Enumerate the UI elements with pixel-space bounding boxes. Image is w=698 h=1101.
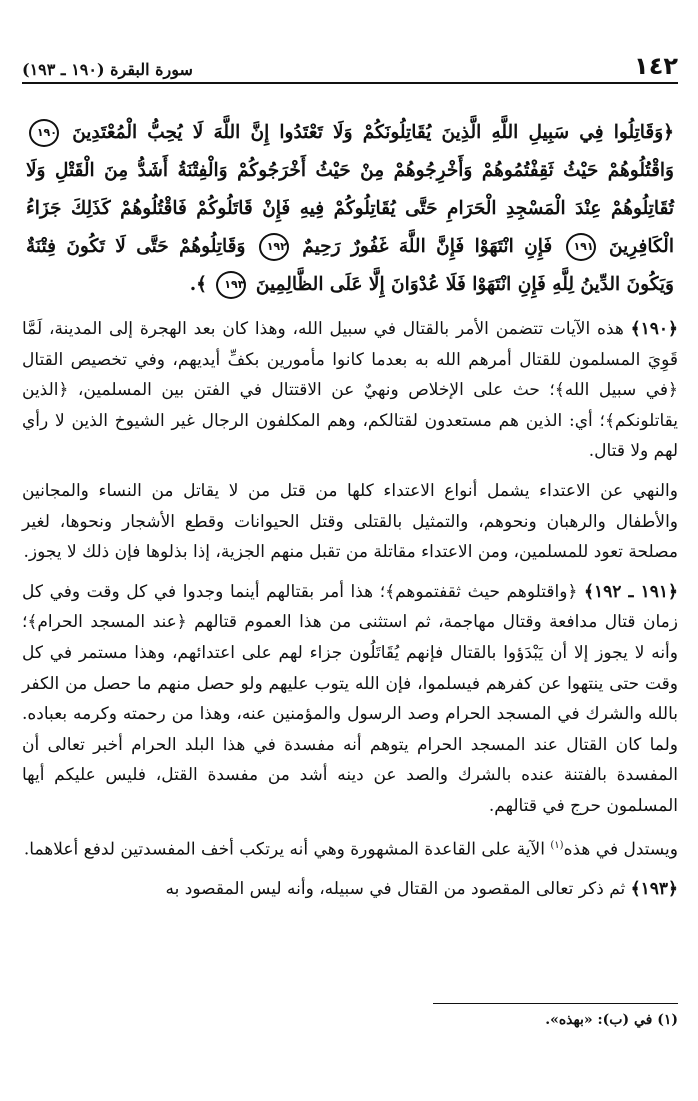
verse-193-text: وَقَاتِلُوهُمْ حَتَّى لَا تَكُونَ فِتْنَةٌ وَيَكُونَ الدِّينُ لِلَّهِ فَإِنِ انْتَهَوْا فَلَا عُدْوَانَ إِلَّا عَلَى الظَّالِمِينَ — [26, 236, 674, 295]
verse-191-number: ١٩١ — [566, 233, 596, 261]
body-area — [22, 108, 678, 913]
commentary-text-5: ثم ذكر تعالى المقصود من القتال في سبيله، وأنه ليس المقصود به — [165, 878, 626, 899]
verse-193-number: ١٩٣ — [216, 271, 246, 299]
surah-title: سورة البقرة (١٩٠ ـ ١٩٣) — [22, 60, 193, 79]
verse-192-text: فَإِنِ انْتَهَوْا فَإِنَّ اللَّهَ غَفُورٌ رَحِيمٌ — [302, 236, 553, 257]
commentary-paragraph-3 — [22, 577, 678, 822]
verse-ref-193: ﴿١٩٣﴾ — [630, 878, 678, 899]
commentary-paragraph-5 — [22, 874, 678, 905]
verse-192-number: ١٩٢ — [259, 233, 289, 261]
verse-ref-190: ﴿١٩٠﴾ — [630, 319, 679, 339]
footnote: (١) في (ب): «بهذه». — [545, 1012, 678, 1028]
commentary-paragraph-4 — [22, 831, 678, 865]
commentary-text-2: والنهي عن الاعتداء يشمل أنواع الاعتداء كلها من قتل من لا يقاتل من النساء والمجانين والأطفال والرهبان ونحوهم، والتمثيل بالقتلى وقتل الحيوانات وقطع الأشجار ونحوها، لغير مصلحة تعود للمسلمين، ومن الاعتداء مقاتلة من تقبل منهم الجزية، إذا بذلوها فإن ذلك لا يجوز. — [22, 480, 678, 563]
commentary-text-4a: ويستدل في هذه — [563, 839, 678, 860]
quran-verses — [26, 114, 674, 304]
commentary-text-4b: الآية على القاعدة المشهورة وهي أنه يرتكب أخف المفسدتين لدفع أعلاهما. — [23, 839, 551, 860]
verse-190-number: ١٩٠ — [29, 119, 59, 147]
verse-190-text: ﴿وَقَاتِلُوا فِي سَبِيلِ اللَّهِ الَّذِينَ يُقَاتِلُونَكُمْ وَلَا تَعْتَدُوا إِنَّ اللَّهَ لَا يُحِبُّ الْمُعْتَدِينَ — [72, 122, 674, 143]
commentary-text-1: هذه الآيات تتضمن الأمر بالقتال في سبيل الله، وهذا كان بعد الهجرة إلى المدينة، لَمَّا قَوِيَ المسلمون للقتال أمرهم الله به بعدما كانوا مأمورين بكفِّ أيديهم، وفي تخصيص القتال ﴿في سبيل الله﴾؛ حث على الإخلاص ونهيٌ عن الاقتتال في الفتن بين المسلمين، ﴿الذين يقاتلونكم﴾؛ أي: الذين هم مستعدون لقتالكم، وهم المكلفون الرجال غير الشيوخ الذين لا رأي لهم ولا قتال. — [22, 319, 678, 462]
verse-ref-191-192: ﴿١٩١ ـ ١٩٢﴾ — [584, 581, 678, 602]
verse-191-text: وَاقْتُلُوهُمْ حَيْثُ ثَقِفْتُمُوهُمْ وَأَخْرِجُوهُمْ مِنْ حَيْثُ أَخْرَجُوكُمْ وَالْفِتْنَةُ أَشَدُّ مِنَ الْقَتْلِ وَلَا تُقَاتِلُوهُمْ عِنْدَ الْمَسْجِدِ الْحَرَامِ حَتَّى يُقَاتِلُوكُمْ فِيهِ فَإِنْ قَاتَلُوكُمْ فَاقْتُلُوهُمْ كَذَلِكَ جَزَاءُ الْكَافِرِينَ — [26, 160, 674, 257]
footnote-marker: (١) — [550, 839, 564, 851]
commentary-paragraph-1 — [22, 314, 678, 467]
footnote-divider — [433, 1003, 678, 1004]
commentary-text-3: ﴿واقتلوهم حيث ثقفتموهم﴾؛ هذا أمر بقتالهم أينما وجدوا في كل وقت وفي كل زمان قتال مدافعة وقتال مهاجمة، ثم استثنى من هذا العموم قتالهم ﴿عند المسجد الحرام﴾؛ وأنه لا يجوز إلا أن يَبْدَؤوا بالقتال فإنهم يُقَاتَلُون جزاء لهم على اعتدائهم، وهذا مستمر في كل وقت حتى ينتهوا عن كفرهم فيسلموا، فإن الله يتوب عليهم ولو حصل منهم ما حصل من الكفر بالله والشرك في المسجد الحرام وصد الرسول والمؤمنين عنه، وهذا من رحمته وكرمه بعباده. ولما كان القتال عند المسجد الحرام يتوهم أنه مفسدة في هذا البلد الحرام أخبر تعالى أن المفسدة بالفتنة عنده بالشرك والصد عن دينه أشد من مفسدة القتل، فليس عليكم أيها المسلمون حرج في قتالهم. — [22, 581, 678, 816]
page-number: ١٤٢ — [634, 52, 678, 80]
page-header — [22, 54, 678, 84]
verses-closing: ﴾. — [189, 274, 207, 295]
commentary-paragraph-2 — [22, 476, 678, 568]
